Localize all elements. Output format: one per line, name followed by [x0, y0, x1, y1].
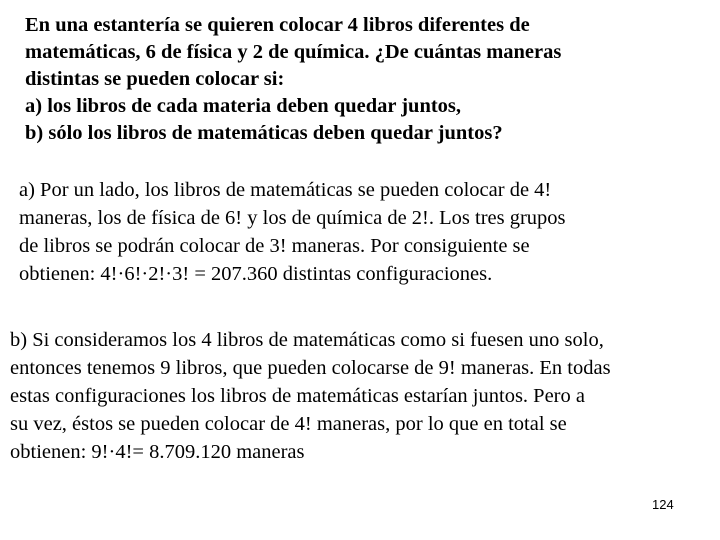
answer-b-line: estas configuraciones los libros de matemáticas estarían juntos. Pero a [10, 385, 585, 407]
problem-line: distintas se pueden colocar si: [25, 68, 285, 90]
answer-b-line: b) Si consideramos los 4 libros de matemáticas como si fuesen uno solo, [10, 329, 604, 351]
page-number: 124 [652, 497, 674, 512]
answer-a-paragraph [19, 176, 566, 288]
answer-a-line: a) Por un lado, los libros de matemáticas se pueden colocar de 4! [19, 179, 552, 201]
answer-a-line: maneras, los de física de 6! y los de química de 2!. Los tres grupos [19, 207, 566, 229]
answer-a-line: de libros se podrán colocar de 3! maneras. Por consiguiente se [19, 235, 530, 257]
problem-line: En una estantería se quieren colocar 4 libros diferentes de [25, 14, 530, 36]
answer-a-line: obtienen: 4!·6!·2!·3! = 207.360 distintas configuraciones. [19, 263, 493, 285]
problem-statement [25, 12, 561, 147]
answer-b-line: su vez, éstos se pueden colocar de 4! maneras, por lo que en total se [10, 413, 567, 435]
problem-line: b) sólo los libros de matemáticas deben quedar juntos? [25, 122, 503, 144]
problem-line: matemáticas, 6 de física y 2 de química. ¿De cuántas maneras [25, 41, 562, 63]
answer-b-line: obtienen: 9!·4!= 8.709.120 maneras [10, 441, 305, 463]
problem-line: a) los libros de cada materia deben quedar juntos, [25, 95, 462, 117]
answer-b-line: entonces tenemos 9 libros, que pueden colocarse de 9! maneras. En todas [10, 357, 611, 379]
answer-b-paragraph [10, 326, 611, 466]
